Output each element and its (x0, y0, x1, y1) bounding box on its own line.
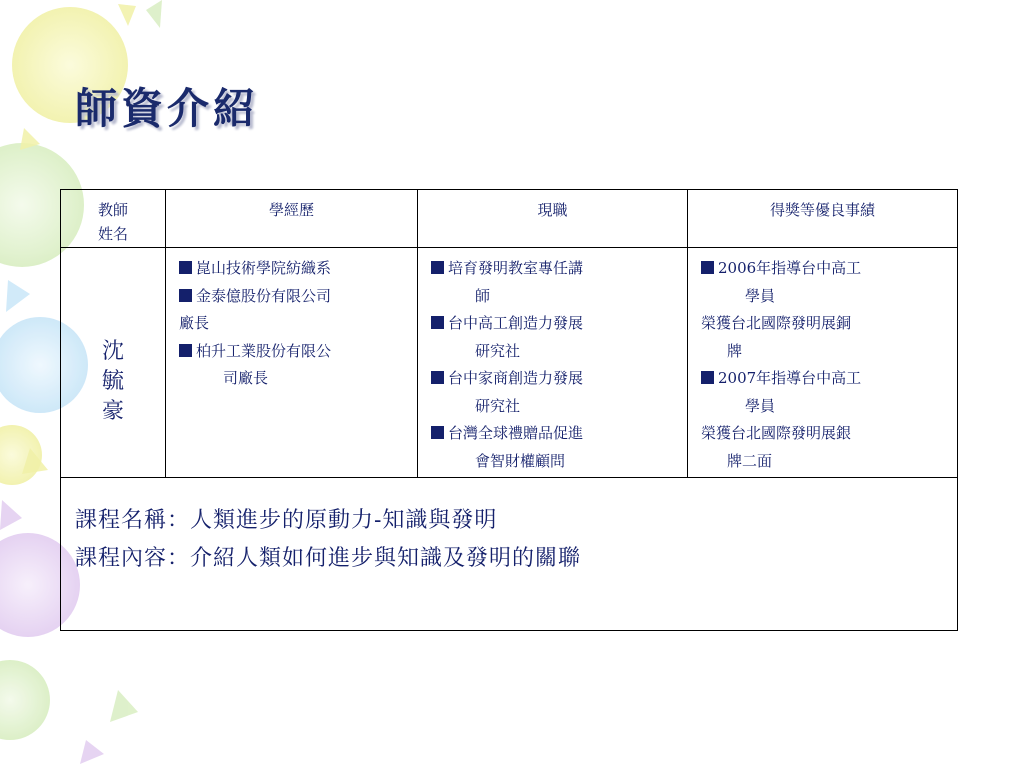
award-item-text: 2007年指導台中高工 (718, 369, 862, 387)
list-item (431, 255, 680, 310)
triangle-lavender (0, 500, 22, 530)
header-awards: 得獎等優良事績 (688, 190, 958, 248)
position-item-text-cont: 研究社 (475, 341, 521, 360)
list-item (179, 338, 410, 393)
award-item-text-cont: 牌 (727, 341, 743, 360)
square-bullet-icon (701, 371, 714, 384)
award-item-text: 榮獲台北國際發明展銀 (701, 424, 852, 442)
triangle-blue (6, 280, 30, 312)
list-item (431, 365, 680, 420)
course-content: 課程內容：介紹人類如何進步與知識及發明的關聯 (75, 546, 582, 571)
award-item-text: 榮獲台北國際發明展銅 (701, 314, 852, 332)
list-item (701, 310, 950, 365)
experience-list (167, 249, 416, 393)
table-header-row (61, 190, 958, 248)
experience-item-text: 金泰億股份有限公司 (196, 286, 332, 305)
list-item (179, 283, 410, 338)
experience-item-text: 柏升工業股份有限公 (196, 341, 332, 360)
header-teacher-name (61, 190, 166, 248)
header-experience: 學經歷 (166, 190, 418, 248)
square-bullet-icon (431, 261, 444, 274)
teacher-name-char: 豪 (101, 399, 124, 424)
awards-list (689, 249, 956, 475)
award-item-text-cont: 學員 (745, 286, 776, 305)
position-item-text: 台灣全球禮贈品促進 (448, 424, 584, 442)
list-item (701, 365, 950, 420)
header-current-position: 現職 (418, 190, 688, 248)
table-row-course (61, 478, 958, 631)
header-teacher-name-line2: 姓名 (97, 225, 128, 243)
awards-cell (688, 248, 958, 478)
triangle-green (146, 0, 162, 28)
teacher-info-table (60, 189, 958, 631)
triangle-yellow (118, 4, 136, 26)
current-position-list (419, 249, 686, 475)
award-item-text-cont: 牌二面 (727, 451, 773, 470)
triangle-lavender-low (80, 740, 104, 764)
square-bullet-icon (179, 344, 192, 357)
page-title: 師資介紹 (75, 84, 260, 133)
teacher-name-char: 毓 (101, 369, 124, 394)
teacher-name-cell (61, 248, 166, 478)
list-item (701, 420, 950, 475)
award-item-text: 2006年指導台中高工 (718, 259, 862, 277)
position-item-text-cont: 研究社 (475, 396, 521, 415)
position-item-text: 台中家商創造力發展 (448, 369, 584, 387)
list-item (701, 255, 950, 310)
square-bullet-icon (431, 371, 444, 384)
triangle-green-low (110, 690, 138, 722)
list-item (431, 310, 680, 365)
square-bullet-icon (179, 261, 192, 274)
award-item-text-cont: 學員 (745, 396, 776, 415)
experience-item-text: 崑山技術學院紡織系 (196, 259, 332, 277)
course-cell (61, 478, 958, 631)
course-name: 課程名稱：人類進步的原動力-知識與發明 (75, 508, 498, 533)
position-item-text-cont: 會智財權顧問 (475, 451, 566, 470)
table-row-teacher (61, 248, 958, 478)
experience-item-text-cont: 司廠長 (223, 369, 269, 387)
square-bullet-icon (431, 316, 444, 329)
square-bullet-icon (431, 426, 444, 439)
position-item-text: 台中高工創造力發展 (448, 314, 584, 332)
experience-item-text-cont: 廠長 (179, 314, 210, 332)
current-position-cell (418, 248, 688, 478)
square-bullet-icon (179, 289, 192, 302)
square-bullet-icon (701, 261, 714, 274)
green-circle-bottom (0, 660, 50, 740)
list-item (431, 420, 680, 475)
list-item (179, 255, 410, 283)
position-item-text: 培育發明教室專任講 (448, 259, 584, 277)
position-item-text-cont: 師 (475, 286, 491, 305)
header-teacher-name-line1: 教師 (97, 201, 128, 219)
experience-cell (166, 248, 418, 478)
teacher-name-char: 沈 (101, 339, 124, 364)
